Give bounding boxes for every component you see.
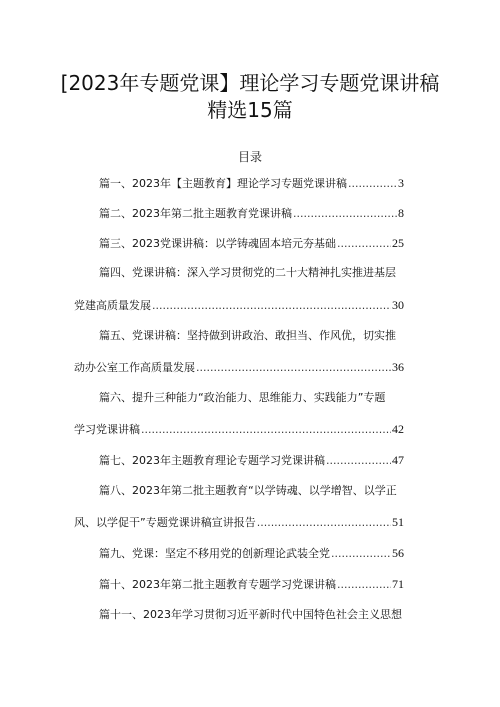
toc-page-number: 71 — [392, 577, 404, 591]
toc-entry-6-line-1[interactable]: 篇六、提升三种能力“政治能力、思维能力、实践能力”专题 — [99, 391, 386, 404]
toc-page-number: 56 — [392, 546, 404, 560]
leader-dots — [337, 577, 391, 593]
leader-dots — [141, 422, 391, 438]
leader-dots — [331, 546, 391, 562]
toc-entry-label: 篇七、2023年主题教育理论专题学习党课讲稿 — [99, 454, 325, 467]
toc-entry-label: 篇二、2023年第二批主题教育党课讲稿 — [99, 207, 292, 220]
toc-entry-label: 篇十、2023年第二批主题教育专题学习党课讲稿 — [99, 578, 336, 591]
toc-entry-3[interactable] — [99, 235, 404, 251]
toc-entry-8[interactable] — [74, 514, 404, 530]
toc-entry-4[interactable] — [74, 297, 404, 313]
toc-entry-11-line-1[interactable]: 篇十一、2023年学习贯彻习近平新时代中国特色社会主义思想 — [99, 608, 402, 621]
toc-heading: 目录 — [237, 150, 262, 164]
toc-entry-7[interactable] — [99, 452, 404, 468]
toc-entry-6[interactable] — [74, 421, 404, 437]
toc-entry-5[interactable] — [74, 359, 404, 375]
toc-page-number: 51 — [392, 515, 404, 529]
leader-dots — [196, 360, 391, 376]
toc-entry-label: 篇九、党课：坚定不移用党的创新理论武装全党 — [99, 547, 330, 560]
toc-entry-label: 动办公室工作高质量发展 — [74, 361, 195, 374]
toc-entry-9[interactable] — [99, 545, 404, 561]
toc-entry-1[interactable] — [99, 175, 404, 191]
leader-dots — [326, 453, 391, 469]
toc-page-number: 47 — [392, 453, 404, 467]
toc-page-number: 30 — [392, 298, 404, 312]
toc-entry-label: 篇一、2023年【主题教育】理论学习专题党课讲稿 — [99, 177, 347, 190]
toc-page-number: 8 — [398, 206, 404, 220]
title-line-2: 精选15篇 — [207, 98, 293, 122]
toc-page-number: 3 — [398, 176, 404, 190]
document-title — [0, 70, 500, 124]
toc-entry-4-line-1[interactable]: 篇四、党课讲稿：深入学习贯彻党的二十大精神扎实推进基层 — [99, 266, 396, 279]
toc-entry-10[interactable] — [99, 576, 404, 592]
toc-entry-label: 篇三、2023党课讲稿：以学铸魂固本培元夯基础 — [99, 237, 336, 250]
toc-entry-2[interactable] — [99, 205, 404, 221]
title-line-1: [2023年专题党课】理论学习专题党课讲稿 — [60, 71, 440, 95]
leader-dots — [348, 176, 397, 192]
leader-dots — [293, 206, 397, 222]
leader-dots — [152, 298, 391, 314]
toc-entry-5-line-1[interactable]: 篇五、党课讲稿：坚持做到讲政治、敢担当、作风优，切实推 — [99, 329, 396, 342]
leader-dots — [337, 236, 391, 252]
toc-entry-label: 党建高质量发展 — [74, 299, 151, 312]
toc-page-number: 36 — [392, 360, 404, 374]
toc-entry-label: 学习党课讲稿 — [74, 423, 140, 436]
toc-page-number: 25 — [392, 236, 404, 250]
toc-entry-8-line-1[interactable]: 篇八、2023年第二批主题教育“以学铸魂、以学增智、以学正 — [99, 484, 397, 497]
toc-entry-label: 风、以学促干”专题党课讲稿宣讲报告 — [74, 516, 256, 529]
toc-page-number: 42 — [392, 422, 404, 436]
leader-dots — [257, 515, 391, 531]
